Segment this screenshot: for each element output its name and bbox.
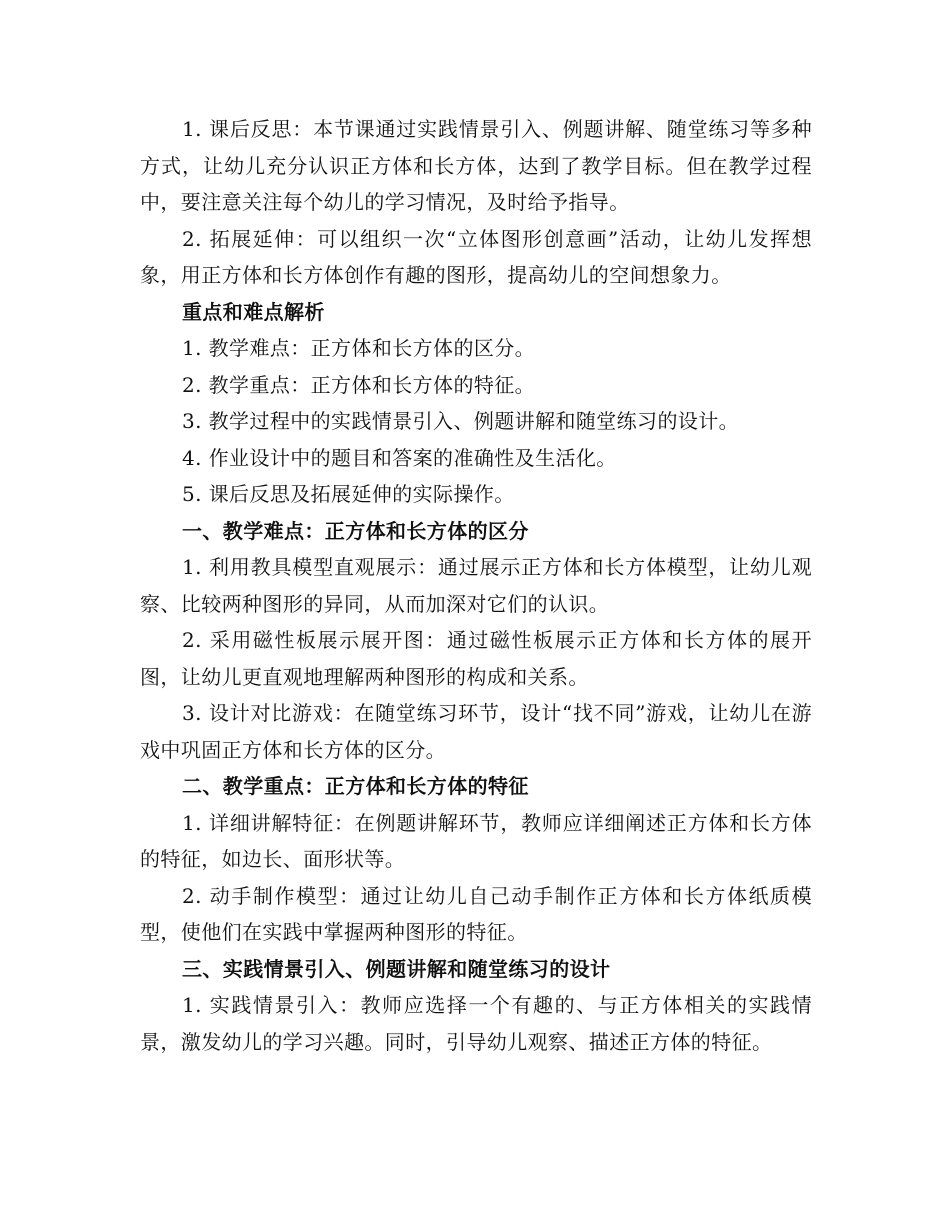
para-s2-1: 1. 详细讲解特征：在例题讲解环节，教师应详细阐述正方体和长方体的特征，如边长、面形状等。 bbox=[140, 810, 812, 871]
heading-section-2: 二、教学重点：正方体和长方体的特征 bbox=[182, 774, 529, 798]
heading-section-3: 三、实践情景引入、例题讲解和随堂练习的设计 bbox=[182, 956, 611, 981]
para-extension: 2. 拓展延伸：可以组织一次“立体图形创意画”活动，让幼儿发挥想象，用正方体和长方体创作有趣的图形，提高幼儿的空间想象力。 bbox=[140, 226, 812, 287]
para-s2-2: 2. 动手制作模型：通过让幼儿自己动手制作正方体和长方体纸质模型，使他们在实践中掌握两种图形的特征。 bbox=[140, 883, 812, 944]
list-item-2: 2. 教学重点：正方体和长方体的特征。 bbox=[182, 372, 536, 397]
para-s1-3: 3. 设计对比游戏：在随堂练习环节，设计“找不同”游戏，让幼儿在游戏中巩固正方体和长方体的区分。 bbox=[140, 701, 812, 762]
list-item-1: 1. 教学难点：正方体和长方体的区分。 bbox=[182, 336, 536, 360]
para-s3-1: 1. 实践情景引入：教师应选择一个有趣的、与正方体相关的实践情景，激发幼儿的学习兴趣。同时，引导幼儿观察、描述正方体的特征。 bbox=[140, 993, 812, 1054]
heading-section-1: 一、教学难点：正方体和长方体的区分 bbox=[182, 518, 529, 543]
document-page bbox=[140, 111, 812, 1060]
list-item-5: 5. 课后反思及拓展延伸的实际操作。 bbox=[182, 482, 515, 506]
list-item-4: 4. 作业设计中的题目和答案的准确性及生活化。 bbox=[182, 445, 617, 470]
para-reflection: 1. 课后反思：本节课通过实践情景引入、例题讲解、随堂练习等多种方式，让幼儿充分认识正方体和长方体，达到了教学目标。但在教学过程中，要注意关注每个幼儿的学习情况，及时给予指导。 bbox=[140, 117, 812, 214]
list-item-3: 3. 教学过程中的实践情景引入、例题讲解和随堂练习的设计。 bbox=[182, 409, 740, 433]
para-s1-1: 1. 利用教具模型直观展示：通过展示正方体和长方体模型，让幼儿观察、比较两种图形的异同，从而加深对它们的认识。 bbox=[140, 555, 812, 616]
heading-key-points: 重点和难点解析 bbox=[182, 299, 325, 324]
para-s1-2: 2. 采用磁性板展示展开图：通过磁性板展示正方体和长方体的展开图，让幼儿更直观地理解两种图形的构成和关系。 bbox=[140, 628, 812, 689]
